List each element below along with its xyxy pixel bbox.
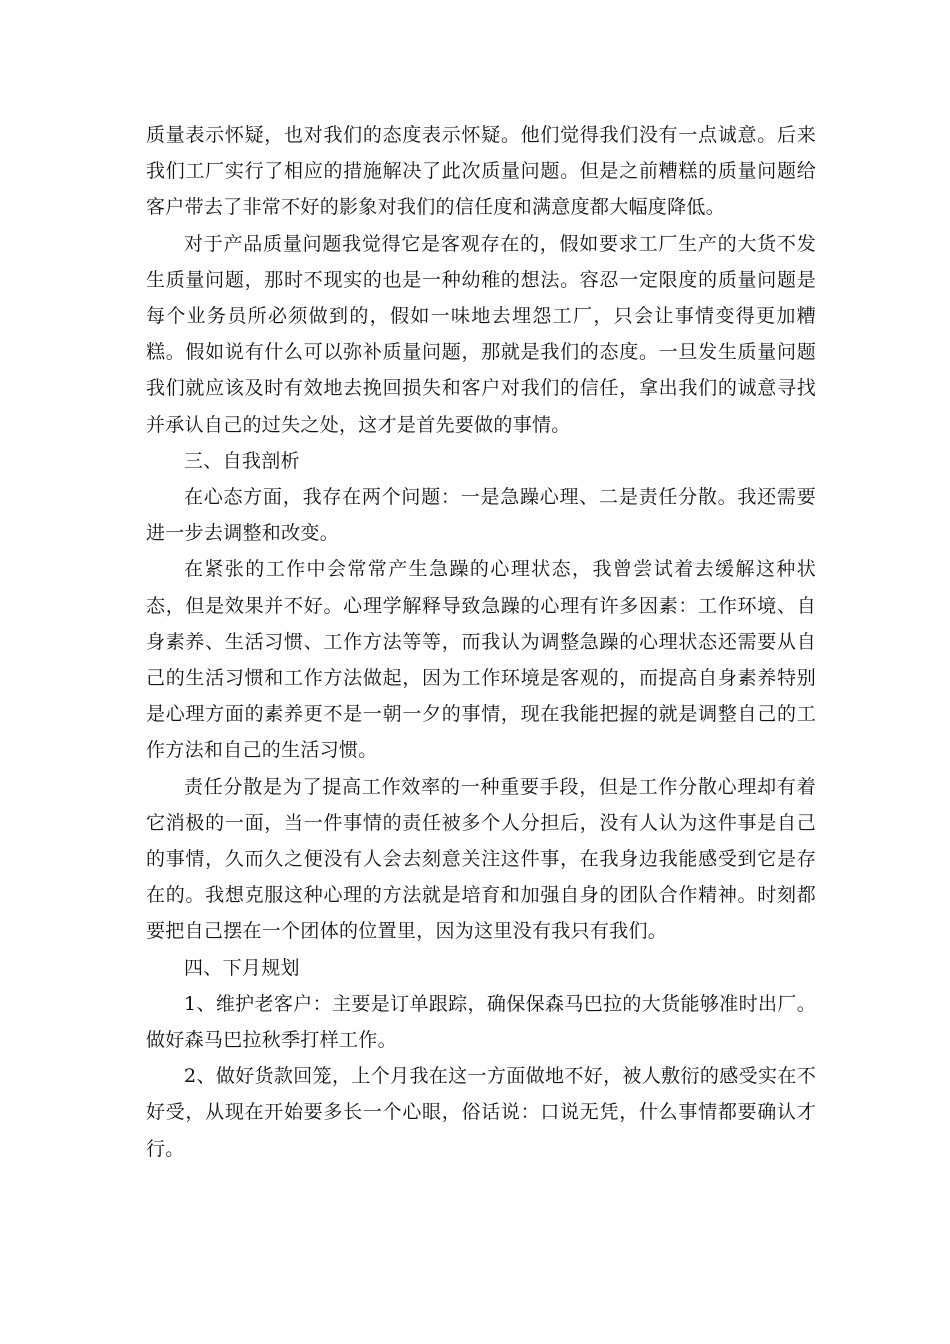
paragraph-impatience: 在紧张的工作中会常常产生急躁的心理状态，我曾尝试着去缓解这种状态，但是效果并不好。心理学解释导致急躁的心理有许多因素：工作环境、自身素养、生活习惯、工作方法等等，而我认为调整急躁的心理状态还需要从自己的生活习惯和工作方法做起，因为工作环境是客观的，而提高自身素养特别是心理方面的素养更不是一朝一夕的事情，现在我能把握的就是调整自己的工作方法和自己的生活习惯。 — [146, 558, 816, 762]
paragraph-mindset-problems: 在心态方面，我存在两个问题：一是急躁心理、二是责任分散。我还需要进一步去调整和改变。 — [146, 486, 816, 545]
paragraph-quality-attitude: 对于产品质量问题我觉得它是客观存在的，假如要求工厂生产的大货不发生质量问题，那时不现实的也是一种幼稚的想法。容忍一定限度的质量问题是每个业务员所必须做到的，假如一味地去埋怨工厂，只会让事情变得更加糟糕。假如说有什么可以弥补质量问题，那就是我们的态度。一旦发生质量问题我们就应该及时有效地去挽回损失和客户对我们的信任，拿出我们的诚意寻找并承认自己的过失之处，这才是首先要做的事情。 — [146, 232, 816, 436]
document-body — [146, 117, 816, 1167]
paragraph-responsibility-diffusion: 责任分散是为了提高工作效率的一种重要手段，但是工作分散心理却有着它消极的一面，当一件事情的责任被多个人分担后，没有人认为这件事是自己的事情，久而久之便没有人会去刻意关注这件事，在我身边我能感受到它是存在的。我想克服这种心理的方法就是培育和加强自身的团队合作精神。时刻都要把自己摆在一个团体的位置里，因为这里没有我只有我们。 — [146, 775, 816, 943]
plan-item-2: 2、做好货款回笼，上个月我在这一方面做地不好，被人敷衍的感受实在不好受，从现在开始要多长一个心眼，俗话说：口说无凭，什么事情都要确认才行。 — [146, 1065, 816, 1160]
section-heading-next-month-plan: 四、下月规划 — [184, 956, 300, 979]
section-heading-self-analysis: 三、自我剖析 — [184, 449, 300, 472]
paragraph-quality-doubt: 质量表示怀疑，也对我们的态度表示怀疑。他们觉得我们没有一点诚意。后来我们工厂实行了相应的措施解决了此次质量问题。但是之前糟糕的质量问题给客户带去了非常不好的影象对我们的信任度和满意度都大幅度降低。 — [146, 124, 816, 219]
plan-item-1: 1、维护老客户：主要是订单跟踪，确保保森马巴拉的大货能够准时出厂。做好森马巴拉秋季打样工作。 — [146, 992, 816, 1052]
